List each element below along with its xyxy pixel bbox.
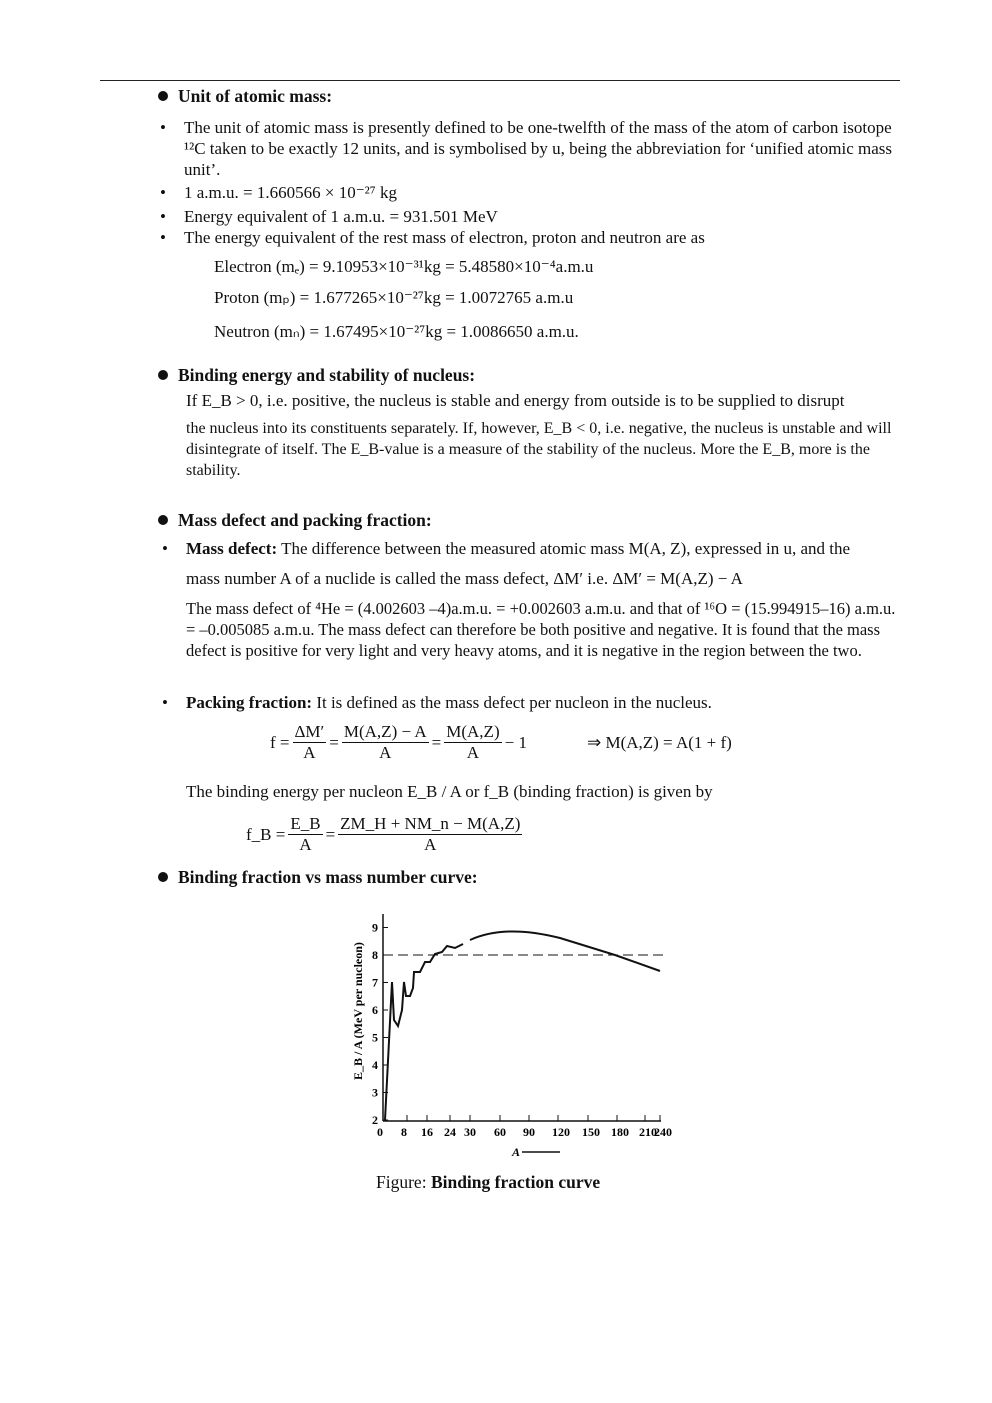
text: 1 a.m.u. = 1.660566 × 10⁻²⁷ kg <box>184 183 397 202</box>
paragraph: The binding energy per nucleon E_B / A or f_B (binding fraction) is given by <box>186 782 713 801</box>
paragraph: mass number A of a nuclide is called the mass defect, ΔM′ i.e. ΔM′ = M(A,Z) − A <box>186 569 743 588</box>
text: The energy equivalent of the rest mass of electron, proton and neutron are as <box>184 228 705 247</box>
text: f = <box>270 732 290 752</box>
heading-binding-energy <box>158 365 475 386</box>
paragraph: If E_B > 0, i.e. positive, the nucleus is stable and energy from outside is to be supplied to disrupt <box>186 391 845 410</box>
heading-unit-atomic-mass <box>158 86 332 107</box>
label: Packing fraction: <box>186 693 313 712</box>
text: A <box>299 835 312 854</box>
binding-fraction-chart <box>330 900 690 1170</box>
paragraph: the nucleus into its constituents separately. If, however, E_B < 0, i.e. negative, the nucleus is unstable and will disintegrate of itself. The E_B-value is a measure of the stability of the nucleus. More the E_B, more is the stability. <box>186 420 892 479</box>
text: The unit of atomic mass is presently defined to be one-twelfth of the mass of the atom of carbon isotope ¹²C taken to be exactly 12 units, and is symbolised by u, being the abbreviation for ‘unified atomic mass unit’. <box>184 118 892 179</box>
bullet: • The energy equivalent of the rest mass of electron, proton and neutron are as <box>160 228 705 247</box>
text: ZM_H + NM_n − M(A,Z) <box>340 814 521 833</box>
label: Mass defect: <box>186 539 278 558</box>
x-tick-label: 24 <box>444 1125 456 1139</box>
y-tick-label: 7 <box>372 975 378 990</box>
heading-text: Mass defect and packing fraction: <box>178 510 432 530</box>
bullet-packing-fraction: • Packing fraction: It is defined as the mass defect per nucleon in the nucleus. <box>162 693 712 712</box>
text: ⇒ M(A,Z) = A(1 + f) <box>586 732 732 752</box>
y-tick-label: 2 <box>372 1113 378 1127</box>
text: It is defined as the mass defect per nucleon in the nucleus. <box>316 693 712 712</box>
text: A <box>424 835 437 854</box>
text: A <box>303 743 316 762</box>
text: E_B <box>290 814 321 833</box>
equation-binding-fraction: f_B = $\frac{E\_B}{A}$ = $\frac{ZM\_H + NM\_n - M(A,Z)}{A}$ <box>246 814 521 854</box>
heading-text: Binding fraction vs mass number curve: <box>178 867 478 887</box>
x-tick-label: 8 <box>401 1125 407 1139</box>
bullet: • 1 a.m.u. = 1.660566 × 10⁻²⁷ kg <box>160 183 397 202</box>
x-tick-label: 90 <box>523 1125 535 1139</box>
heading-text: Binding energy and stability of nucleus: <box>178 365 476 385</box>
heading-mass-defect <box>158 510 432 531</box>
y-tick-label: 9 <box>372 920 378 935</box>
equation-proton: Proton (mₚ) = 1.677265×10⁻²⁷kg = 1.0072765 a.m.u <box>214 288 574 307</box>
x-tick-label: 30 <box>464 1125 476 1139</box>
equation-neutron: Neutron (mₙ) = 1.67495×10⁻²⁷kg = 1.0086650 a.m.u. <box>214 322 579 341</box>
x-tick-label: 120 <box>552 1125 570 1139</box>
text: Energy equivalent of 1 a.m.u. = 931.501 MeV <box>184 207 498 226</box>
text: f_B = <box>246 824 286 844</box>
x-tick-label: 240 <box>654 1125 672 1139</box>
curve-line <box>385 931 660 1120</box>
text: Binding fraction curve <box>430 1172 601 1192</box>
x-tick-label: 210 <box>639 1125 657 1139</box>
x-axis-label: A <box>512 1145 521 1159</box>
y-tick-label: 5 <box>372 1030 378 1045</box>
top-rule <box>100 80 900 81</box>
y-tick-label: 4 <box>372 1058 378 1072</box>
text: A <box>466 743 480 762</box>
y-axis-label: E_B / A (MeV per nucleon) <box>351 942 365 1080</box>
x-tick-label: 0 <box>377 1125 383 1139</box>
text: ΔM′ <box>294 722 325 741</box>
text: M(A,Z) <box>446 722 500 741</box>
text: The difference between the measured atomic mass M(A, Z), expressed in u, and the <box>281 539 851 558</box>
paragraph: The mass defect of ⁴He = (4.002603 –4)a.m.u. = +0.002603 a.m.u. and that of ¹⁶O = (15.994915–16) a.m.u. = –0.005085 a.m.u. The mass defect can therefore be both positive and negative. It is found that the mass defect is positive for very light and very heavy atoms, and it is negative in the region between the two. <box>186 599 896 660</box>
x-tick-label: 60 <box>494 1125 506 1139</box>
y-tick-label: 8 <box>372 948 378 962</box>
text: M(A,Z) − A <box>343 722 427 741</box>
y-tick-label: 3 <box>372 1085 378 1100</box>
bullet: • The unit of atomic mass is presently defined to be one-twelfth of the mass of the atom of carbon isotope ¹²C taken to be exactly 12 units, and is symbolised by u, being the abbreviation for ‘unified atomic mass unit’. <box>160 118 892 179</box>
heading-text: Unit of atomic mass: <box>178 86 333 106</box>
y-tick-label: 6 <box>372 1003 378 1017</box>
bullet-mass-defect: • Mass defect: The difference between the measured atomic mass M(A, Z), expressed in u, and the <box>162 539 851 558</box>
heading-binding-curve <box>158 867 478 888</box>
bullet: • Energy equivalent of 1 a.m.u. = 931.501 MeV <box>160 207 498 226</box>
x-tick-label: 150 <box>582 1125 600 1139</box>
figure-caption <box>376 1172 600 1193</box>
text: − 1 <box>504 732 527 752</box>
x-tick-label: 180 <box>611 1125 629 1139</box>
equation-electron: Electron (mₑ) = 9.10953×10⁻³¹kg = 5.48580×10⁻⁴a.m.u <box>214 257 594 276</box>
text: A <box>379 743 392 762</box>
text: Figure: <box>376 1172 427 1192</box>
equation-packing-fraction: f = $\frac{\Delta M'}{A}$ = $\frac{M(A,Z) - A}{A}$ = $\frac{M(A,Z)}{A}$ − 1 ⇒ M(A,Z) = A(1 + f) <box>270 722 732 762</box>
x-tick-label: 16 <box>421 1125 433 1139</box>
